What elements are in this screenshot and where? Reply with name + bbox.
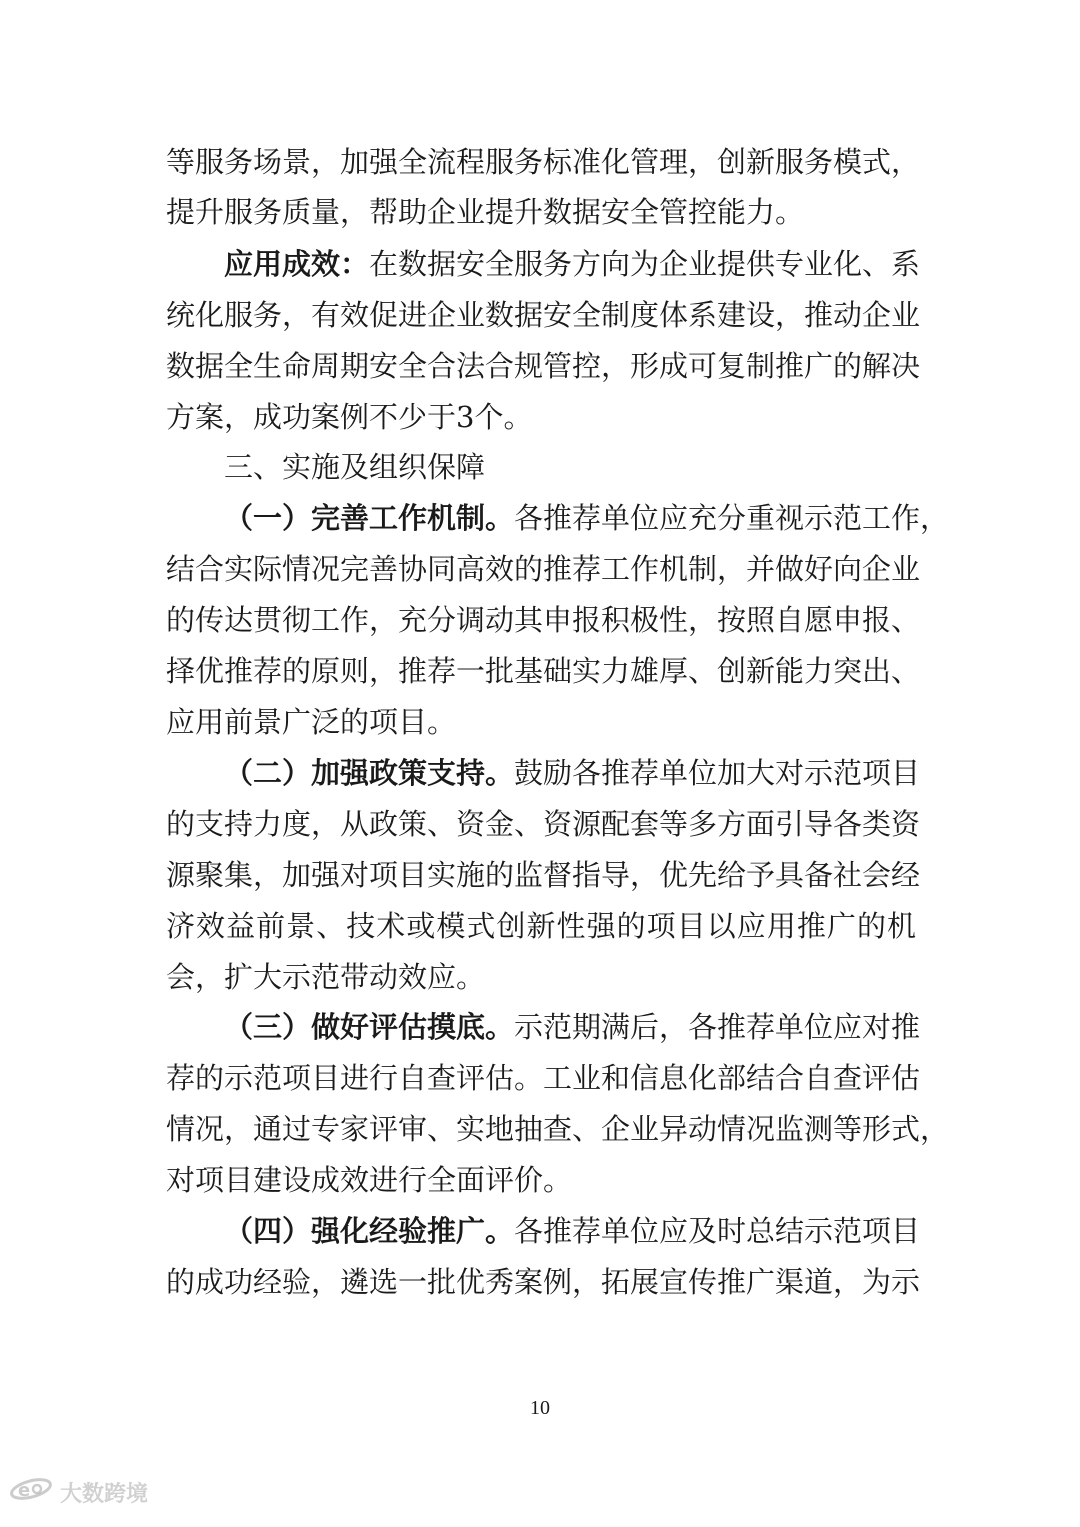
text-line: 会，扩大示范带动效应。 [166, 960, 486, 994]
text-line: 择优推荐的原则，推荐一批基础实力雄厚、创新能力突出、 [166, 654, 921, 688]
text-span: 在数据安全服务方向为企业提供专业化、系 [369, 247, 921, 281]
text-span: 各推荐单位应及时总结示范项目 [514, 1214, 921, 1248]
lead-label: （三）做好评估摸底。 [224, 1010, 515, 1044]
text-line: 结合实际情况完善协同高效的推荐工作机制，并做好向企业 [166, 552, 921, 586]
text-line: 方案，成功案例不少于3个。 [166, 400, 533, 434]
text-line: 的传达贯彻工作，充分调动其申报积极性，按照自愿申报、 [166, 603, 921, 637]
text-line: 荐的示范项目进行自查评估。工业和信息化部结合自查评估 [166, 1061, 921, 1095]
text-line: 应用前景广泛的项目。 [166, 705, 457, 739]
lead-label: （一）完善工作机制。 [224, 501, 515, 535]
text-line: 的成功经验，遴选一批优秀案例，拓展宣传推广渠道，为示 [166, 1265, 921, 1299]
text-line: 情况，通过专家评审、实地抽查、企业异动情况监测等形式， [166, 1112, 950, 1146]
text-line [224, 1007, 921, 1047]
text-span: 鼓励各推荐单位加大对示范项目 [514, 756, 921, 790]
text-line [224, 753, 921, 793]
section-heading: 三、实施及组织保障 [224, 450, 486, 484]
text-span: 各推荐单位应充分重视示范工作， [514, 501, 950, 535]
text-line [224, 498, 950, 538]
text-line: 源聚集，加强对项目实施的监督指导，优先给予具备社会经 [166, 858, 921, 892]
text-span: 示范期满后，各推荐单位应对推 [514, 1010, 921, 1044]
text-line [224, 244, 921, 284]
text-line: 提升服务质量，帮助企业提升数据安全管控能力。 [166, 195, 805, 229]
lead-label: 应用成效： [224, 247, 370, 281]
text-line: 统化服务，有效促进企业数据安全制度体系建设，推动企业 [166, 298, 921, 332]
ie-logo-icon [8, 1474, 54, 1510]
text-line: 的支持力度，从政策、资金、资源配套等多方面引导各类资 [166, 807, 921, 841]
text-line: 数据全生命周期安全合法合规管控，形成可复制推广的解决 [166, 349, 921, 383]
watermark-text: 大数跨境 [60, 1481, 149, 1507]
svg-text:e: e [18, 1480, 31, 1501]
text-line: 对项目建设成效进行全面评价。 [166, 1163, 573, 1197]
lead-label: （二）加强政策支持。 [224, 756, 515, 790]
lead-label: （四）强化经验推广。 [224, 1214, 515, 1248]
text-line: 济效益前景、技术或模式创新性强的项目以应用推广的机 [166, 909, 916, 943]
page-number: 10 [530, 1397, 550, 1419]
watermark [8, 1474, 148, 1510]
text-line [224, 1211, 921, 1251]
text-line: 等服务场景，加强全流程服务标准化管理，创新服务模式， [166, 145, 921, 179]
